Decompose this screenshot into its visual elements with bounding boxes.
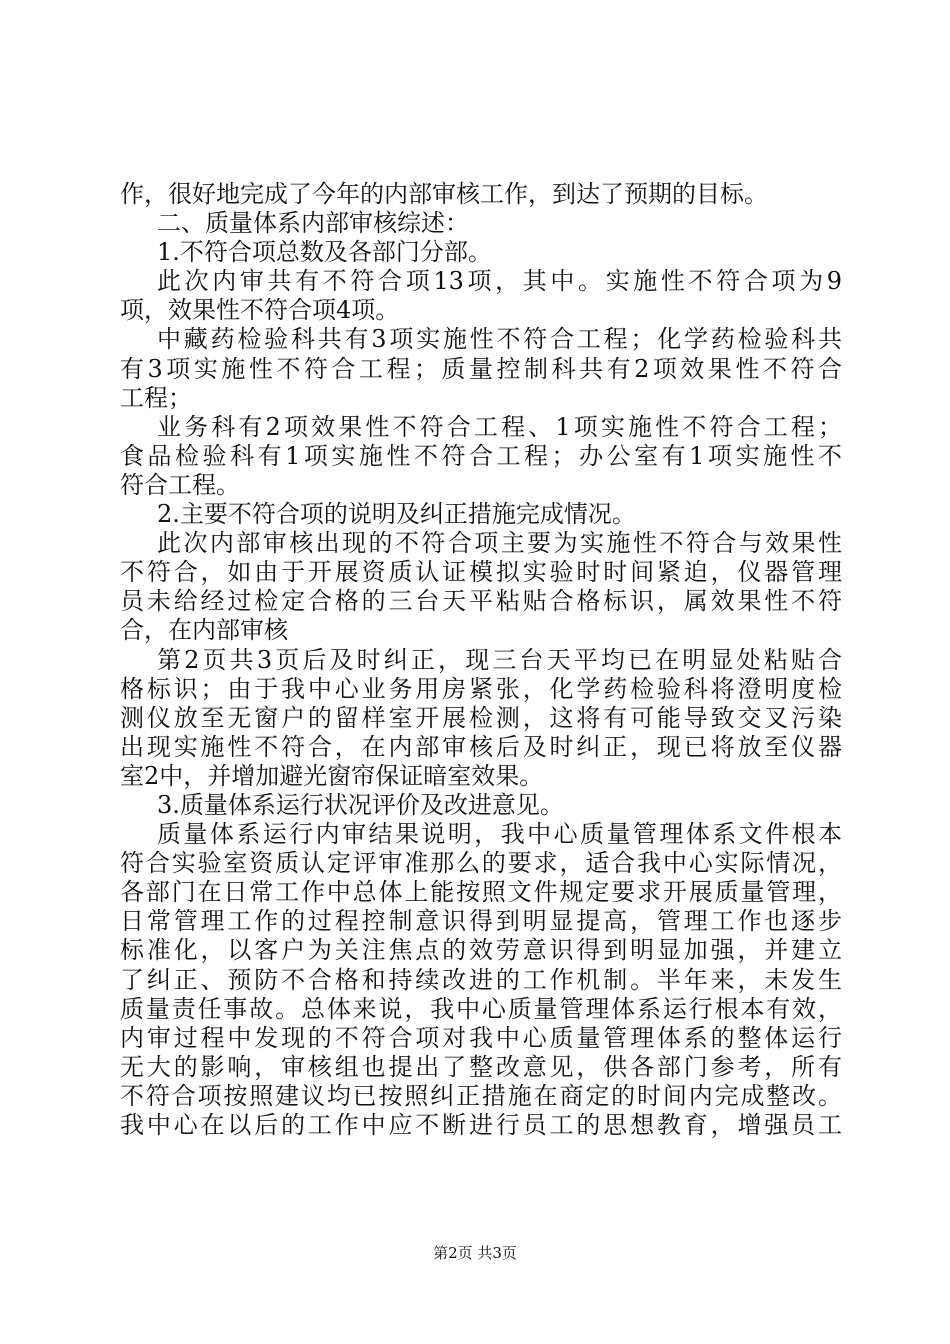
page-footer [0, 1242, 950, 1263]
text-line: 不符合项按照建议均已按照纠正措施在商定的时间内完成整改。 [120, 1081, 842, 1110]
text-line: 员未给经过检定合格的三台天平粘贴合格标识，属效果性不符 [120, 587, 842, 616]
text-line: 有3项实施性不符合工程；质量控制科共有2项效果性不符合 [120, 354, 842, 383]
text-line: 质量体系运行内审结果说明，我中心质量管理体系文件根本 [157, 820, 842, 849]
text-line: 日常管理工作的过程控制意识得到明显提高，管理工作也逐步 [120, 907, 842, 936]
text-line: 二、质量体系内部审核综述： [157, 209, 469, 238]
text-line: 各部门在日常工作中总体上能按照文件规定要求开展质量管理， [120, 878, 842, 907]
text-line: 作，很好地完成了今年的内部审核工作，到达了预期的目标。 [120, 180, 768, 208]
text-line: 标准化，以客户为关注焦点的效劳意识得到明显加强，并建立 [120, 936, 842, 965]
text-line: 中藏药检验科共有3项实施性不符合工程；化学药检验科共 [157, 325, 842, 354]
text-line: 此次内部审核出现的不符合项主要为实施性不符合与效果性 [157, 529, 842, 558]
text-line: 食品检验科有1项实施性不符合工程；办公室有1项实施性不 [120, 441, 842, 470]
page-number: 第2页 共3页 [433, 1244, 517, 1262]
text-line: 室2中，并增加避光窗帘保证暗室效果。 [120, 761, 544, 790]
text-line: 内审过程中发现的不符合项对我中心质量管理体系的整体运行 [120, 1023, 842, 1052]
text-line: 1.不符合项总数及各部门分部。 [157, 238, 492, 267]
text-line: 了纠正、预防不合格和持续改进的工作机制。半年来，未发生 [120, 965, 842, 994]
text-line: 此次内审共有不符合项13项，其中。实施性不符合项为9 [157, 267, 842, 296]
text-line: 出现实施性不符合，在内部审核后及时纠正，现已将放至仪器 [120, 732, 842, 761]
text-line: 工程； [120, 383, 192, 412]
text-line: 我中心在以后的工作中应不断进行员工的思想教育，增强员工 [120, 1111, 842, 1139]
text-line: 合，在内部审核 [120, 616, 288, 645]
text-line: 3.质量体系运行状况评价及改进意见。 [157, 790, 564, 819]
text-line: 第2页共3页后及时纠正，现三台天平均已在明显处粘贴合 [157, 645, 842, 674]
text-line: 格标识；由于我中心业务用房紧张，化学药检验科将澄明度检 [120, 674, 842, 703]
text-line: 无大的影响，审核组也提出了整改意见，供各部门参考，所有 [120, 1052, 842, 1081]
text-line: 符合工程。 [120, 470, 240, 499]
text-line: 测仪放至无窗户的留样室开展检测，这将有可能导致交叉污染 [120, 703, 842, 732]
text-line: 业务科有2项效果性不符合工程、1项实施性不符合工程； [157, 412, 842, 441]
document-body [120, 180, 842, 1140]
text-line: 不符合，如由于开展资质认证模拟实验时时间紧迫，仪器管理 [120, 558, 842, 587]
text-line: 符合实验室资质认定评审准那么的要求，适合我中心实际情况， [120, 849, 842, 878]
text-line: 质量责任事故。总体来说，我中心质量管理体系运行根本有效， [120, 994, 842, 1023]
text-line: 项，效果性不符合项4项。 [120, 296, 400, 325]
text-line: 2.主要不符合项的说明及纠正措施完成情况。 [157, 500, 636, 529]
